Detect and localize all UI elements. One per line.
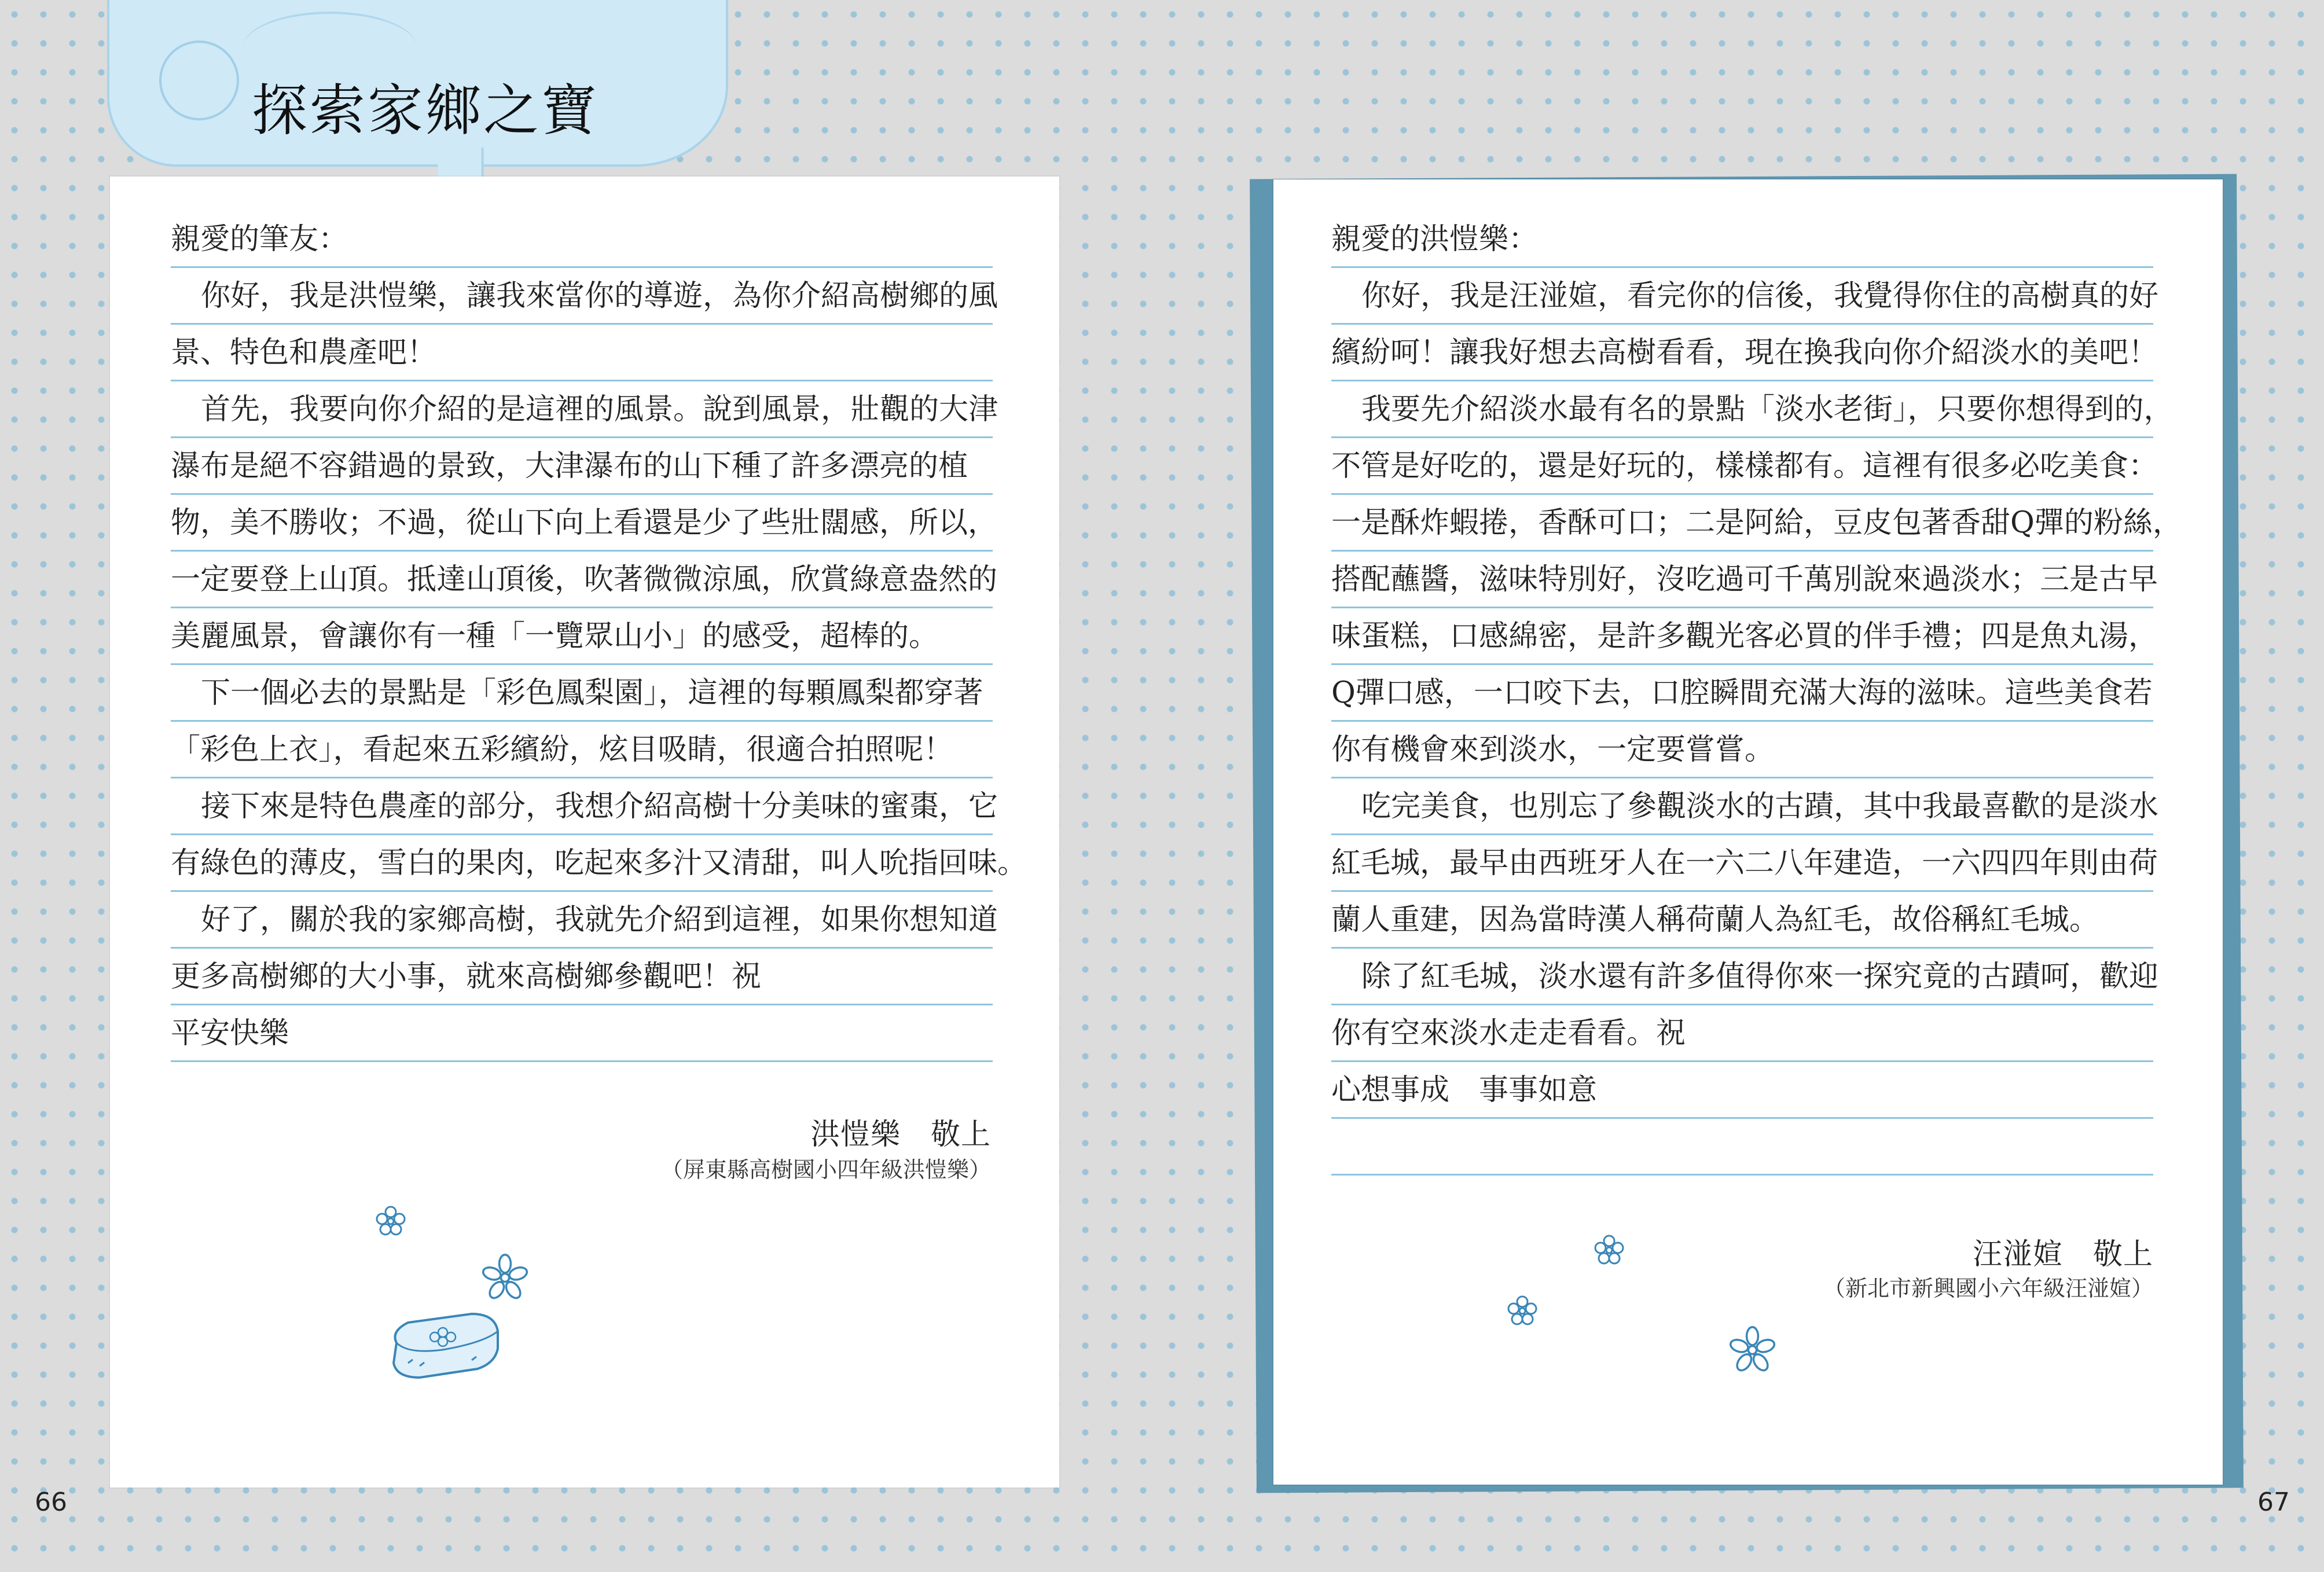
right-letter-line: 紅毛城，最早由西班牙人在一六二八年建造，一六四四年則由荷 xyxy=(1331,835,2153,892)
left-signature-text: 洪愷樂 敬上 xyxy=(810,1118,991,1152)
left-letter-line: 瀑布是絕不容錯過的景致，大津瀑布的山下種了許多漂亮的植 xyxy=(171,438,993,495)
page-number-left: 66 xyxy=(35,1487,67,1517)
left-letter-line: 有綠色的薄皮，雪白的果肉，吃起來多汁又清甜，叫人吮指回味。 xyxy=(171,835,993,892)
left-letter-affiliation: （屏東縣高樹國小四年級洪愷樂） xyxy=(660,1157,991,1182)
small-flower-icon xyxy=(1592,1233,1627,1268)
left-letter-line: 美麗風景，會讓你有一種「一覽眾山小」的感受，超棒的。 xyxy=(171,608,993,665)
right-letter-line: Q彈口感，一口咬下去，口腔瞬間充滿大海的滋味。這些美食若 xyxy=(1331,665,2153,722)
flower-icon xyxy=(480,1253,530,1302)
right-letter-line: 我要先介紹淡水最有名的景點「淡水老街」，只要你想得到的， xyxy=(1331,381,2153,438)
flower-icon xyxy=(1728,1325,1777,1375)
left-letter-greeting: 親愛的筆友： xyxy=(171,211,993,268)
right-letter-signature xyxy=(1794,1230,2153,1273)
right-letter-blank-line xyxy=(1331,1119,2153,1176)
right-letter-line: 繽紛呵！讓我好想去高樹看看，現在換我向你介紹淡水的美吧！ xyxy=(1331,325,2153,381)
right-letter-greeting: 親愛的洪愷樂： xyxy=(1331,211,2153,268)
small-flower-icon xyxy=(373,1204,408,1239)
left-letter-line: 下一個必去的景點是「彩色鳳梨園」，這裡的每顆鳳梨都穿著 xyxy=(171,665,993,722)
small-flower-icon xyxy=(1505,1294,1540,1328)
right-letter-line: 不管是好吃的，還是好玩的，樣樣都有。這裡有很多必吃美食： xyxy=(1331,438,2153,495)
left-letter-line: 景、特色和農產吧！ xyxy=(171,325,993,381)
right-letter-affiliation: （新北市新興國小六年級汪湴媗） xyxy=(1823,1276,2153,1301)
left-letter-line: 首先，我要向你介紹的是這裡的風景。說到風景，壯觀的大津 xyxy=(171,381,993,438)
stamp-circle-decoration xyxy=(159,41,239,120)
left-letter-line: 好了，關於我的家鄉高樹，我就先介紹到這裡，如果你想知道 xyxy=(171,892,993,949)
soap-icon xyxy=(385,1308,504,1383)
right-letter-line: 一是酥炸蝦捲，香酥可口；二是阿給，豆皮包著香甜Q彈的粉絲， xyxy=(1331,495,2153,552)
left-letter-line: 接下來是特色農產的部分，我想介紹高樹十分美味的蜜棗，它 xyxy=(171,778,993,835)
left-letter-line: 更多高樹鄉的大小事，就來高樹鄉參觀吧！祝 xyxy=(171,949,993,1005)
right-letter-body xyxy=(1331,211,2182,1176)
left-letter-closing: 平安快樂 xyxy=(171,1005,993,1062)
right-letter-line: 吃完美食，也別忘了參觀淡水的古蹟，其中我最喜歡的是淡水 xyxy=(1331,778,2153,835)
right-letter-line: 味蛋糕，口感綿密，是許多觀光客必買的伴手禮；四是魚丸湯， xyxy=(1331,608,2153,665)
right-letter-line: 你好，我是汪湴媗，看完你的信後，我覺得你住的高樹真的好 xyxy=(1331,268,2153,325)
right-signature-text: 汪湴媗 敬上 xyxy=(1972,1237,2153,1272)
left-letter-body xyxy=(171,211,1027,1062)
right-letter-closing: 心想事成 事事如意 xyxy=(1331,1062,2153,1119)
left-letter-line: 一定要登上山頂。抵達山頂後，吹著微微涼風，欣賞綠意盎然的 xyxy=(171,552,993,608)
left-letter-line: 「彩色上衣」，看起來五彩繽紛，炫目吸睛，很適合拍照呢！ xyxy=(171,722,993,778)
right-letter-line: 搭配蘸醬，滋味特別好，沒吃過可千萬別說來過淡水；三是古早 xyxy=(1331,552,2153,608)
right-letter-line: 你有機會來到淡水，一定要嘗嘗。 xyxy=(1331,722,2153,778)
page-number-right: 67 xyxy=(2257,1487,2290,1517)
left-letter-line: 物，美不勝收；不過，從山下向上看還是少了些壯闊感，所以， xyxy=(171,495,993,552)
right-letter-line: 你有空來淡水走走看看。祝 xyxy=(1331,1005,2153,1062)
left-letter-signature xyxy=(637,1110,991,1153)
right-letter-line: 除了紅毛城，淡水還有許多值得你來一探究竟的古蹟呵，歡迎 xyxy=(1331,949,2153,1005)
page-title: 探索家鄉之寶 xyxy=(252,78,599,143)
left-letter-line: 你好，我是洪愷樂，讓我來當你的導遊，為你介紹高樹鄉的風 xyxy=(171,268,993,325)
right-letter-line: 蘭人重建，因為當時漢人稱荷蘭人為紅毛，故俗稱紅毛城。 xyxy=(1331,892,2153,949)
